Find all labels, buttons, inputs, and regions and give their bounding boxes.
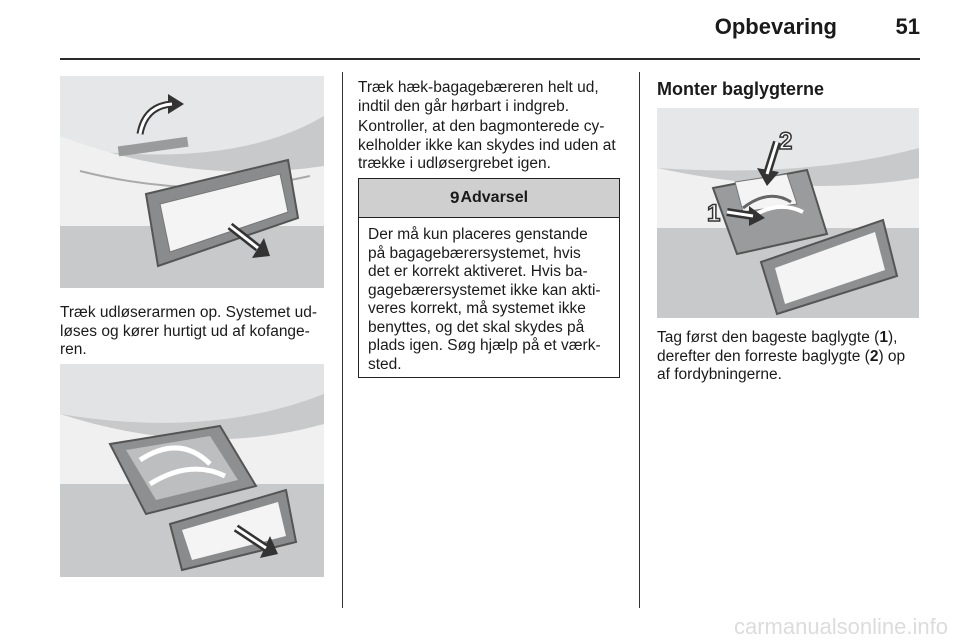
instruction-ref-2: 2 xyxy=(869,347,879,365)
callout-label-1: 1 xyxy=(707,200,721,227)
watermark: carmanualsonline.info xyxy=(733,614,948,639)
check-instruction-text: Kontroller, at den bagmonterede cy- kelholder ikke kan skydes ind uden at trække i udløsergrebet igen. xyxy=(358,118,616,172)
header-divider xyxy=(60,58,920,60)
illustration-rear-lights xyxy=(657,108,919,318)
section-heading: Monter baglygterne xyxy=(657,79,825,99)
warning-header xyxy=(359,179,619,218)
illustration-carrier-pulled-out xyxy=(60,364,324,577)
pull-out-instruction-text: Træk hæk-bagagebæreren helt ud, indtil den går hørbart i indgreb. xyxy=(358,79,599,115)
column-divider-right xyxy=(639,72,640,608)
instruction-ref-1: 1 xyxy=(879,329,888,346)
illustration-release-lever-drawing xyxy=(60,76,324,288)
page-number: 51 xyxy=(895,14,920,39)
warning-text: Der må kun placeres genstande på bagagebærersystemet, hvis det er korrekt aktiveret. Hvis ba- gagebærersystemet ikke kan akti- veres korrekt, må systemet ikke benyttes, og det skal skydes på plads igen. Søg hjælp på et værk- sted. xyxy=(368,226,601,373)
instruction-part: ), derefter den forreste baglygte ( xyxy=(657,329,898,365)
warning-icon: 9 xyxy=(449,188,460,207)
rear-light-instruction-text xyxy=(657,329,937,385)
illustration-release-lever xyxy=(60,76,324,288)
instruction-part: Tag først den bageste baglygte ( xyxy=(657,329,880,346)
instruction-part: ) op af fordybningerne. xyxy=(657,347,906,383)
release-instruction-text: Træk udløserarmen op. Systemet ud- løses og kører hurtigt ud af kofange- ren. xyxy=(60,304,317,358)
illustration-carrier-pulled-out-drawing xyxy=(60,364,324,577)
callout-label-2: 2 xyxy=(779,128,793,155)
page-title: Opbevaring xyxy=(714,14,837,39)
column-divider-left xyxy=(342,72,343,608)
warning-title: Advarsel xyxy=(460,189,529,206)
warning-box xyxy=(358,178,620,378)
